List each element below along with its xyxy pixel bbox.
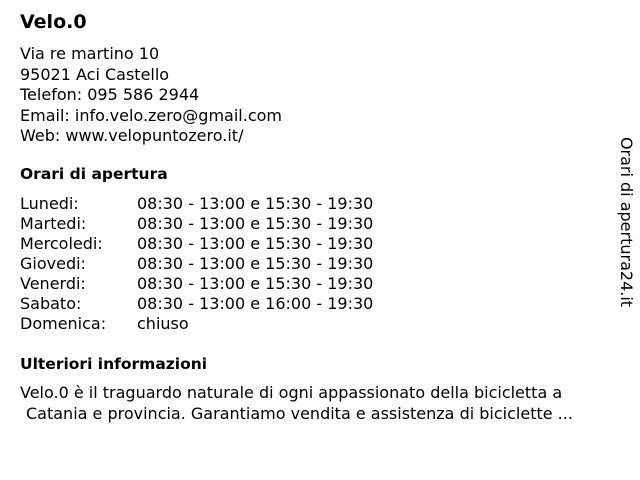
day-label: Venerdi: [20,274,86,293]
phone-number: Telefon: 095 586 2944 [20,85,200,104]
description-line: Catania e provincia. Garantiamo vendita e assistenza di biciclette ... [26,403,573,423]
hours-row-friday [20,274,373,294]
email-address: Email: info.velo.zero@gmail.com [20,105,282,125]
hours-row-saturday [20,294,373,314]
time-range: 08:30 - 13:00 e 15:30 - 19:30 [137,194,374,213]
opening-hours-heading: Orari di apertura [20,165,168,183]
business-name: Velo.0 [20,11,87,33]
hours-row-thursday [20,254,373,274]
website-address: Web: www.velopuntozero.it/ [20,126,244,145]
day-label: Martedi: [20,214,87,233]
time-range: chiuso [137,314,189,333]
time-range: 08:30 - 13:00 e 16:00 - 19:30 [137,294,374,313]
day-label: Mercoledi: [20,234,103,253]
day-label: Giovedi: [20,254,86,273]
description-line: Velo.0 è il traguardo naturale di ogni appassionato della bicicletta a [20,383,563,402]
description [20,383,573,424]
contact-block [20,44,282,147]
time-range: 08:30 - 13:00 e 15:30 - 19:30 [137,234,374,253]
hours-row-tuesday [20,214,373,234]
hours-row-sunday [20,314,373,334]
day-label: Lunedi: [20,194,79,213]
time-range: 08:30 - 13:00 e 15:30 - 19:30 [137,274,374,293]
additional-info-heading: Ulteriori informazioni [20,355,208,373]
day-label: Domenica: [20,314,107,333]
hours-row-monday [20,194,373,214]
hours-row-wednesday [20,234,373,254]
opening-hours-table [20,194,373,334]
time-range: 08:30 - 13:00 e 15:30 - 19:30 [137,254,374,273]
address-street: Via re martino 10 [20,44,160,63]
site-watermark: Orari di apertura24.it [617,136,636,308]
time-range: 08:30 - 13:00 e 15:30 - 19:30 [137,214,374,233]
day-label: Sabato: [20,294,82,313]
address-city: 95021 Aci Castello [20,64,170,84]
